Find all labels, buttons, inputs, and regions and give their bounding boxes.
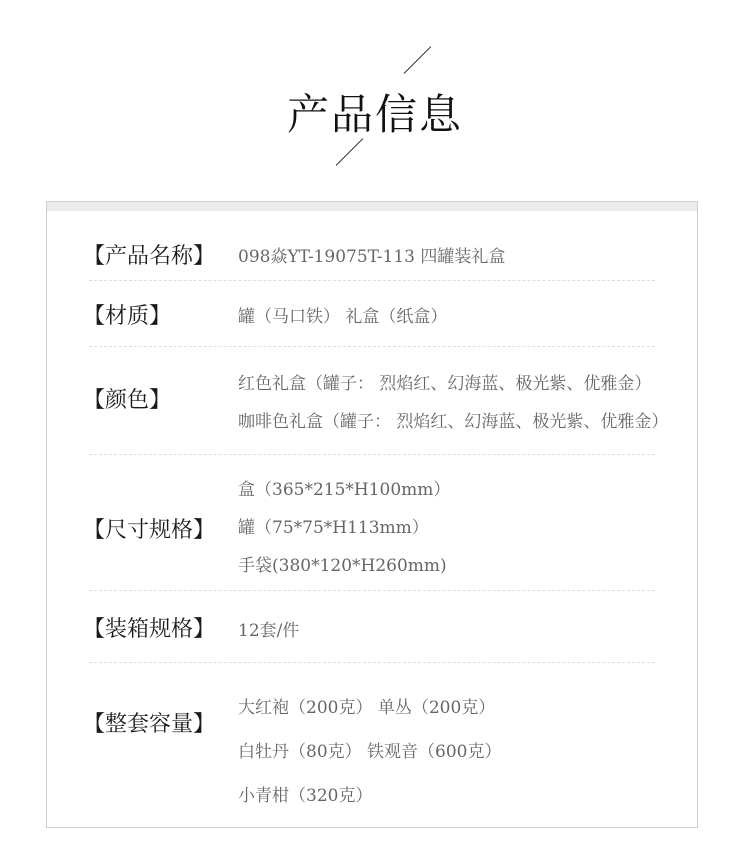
- info-row-dimensions: [83, 455, 655, 591]
- decorative-slash-top: [404, 46, 432, 74]
- decorative-slash-bottom: [336, 138, 364, 166]
- section-title: 产品信息: [286, 90, 463, 139]
- section-header: [0, 0, 750, 200]
- value-line: 咖啡色礼盒（罐子： 烈焰红、幻海蓝、极光紫、优雅金）: [238, 412, 669, 432]
- value-line: 罐（75*75*H113mm）: [238, 518, 429, 538]
- value-line: 小青柑（320克）: [238, 786, 373, 806]
- value-line: 098焱YT-19075T-113 四罐装礼盒: [238, 247, 506, 267]
- info-row-product-name: [83, 211, 655, 281]
- product-info-card: [46, 201, 698, 828]
- row-label: 【整套容量】: [83, 712, 216, 737]
- value-line: 手袋(380*120*H260mm): [238, 556, 447, 576]
- row-label: 【颜色】: [83, 388, 172, 413]
- row-label: 【材质】: [83, 304, 172, 329]
- value-line: 大红袍（200克） 单丛（200克）: [238, 698, 496, 718]
- row-label: 【产品名称】: [83, 244, 216, 269]
- value-line: 盒（365*215*H100mm）: [238, 480, 451, 500]
- value-line: 12套/件: [238, 621, 300, 641]
- row-label: 【尺寸规格】: [83, 518, 216, 543]
- row-label: 【装箱规格】: [83, 617, 216, 642]
- info-row-color: [83, 347, 669, 455]
- card-top-bar: [47, 202, 697, 211]
- info-row-capacity: [83, 663, 655, 813]
- value-line: 白牡丹（80克） 铁观音（600克）: [238, 742, 502, 762]
- info-row-material: [83, 281, 655, 347]
- info-row-packing: [83, 591, 655, 663]
- value-line: 红色礼盒（罐子： 烈焰红、幻海蓝、极光紫、优雅金）: [238, 374, 652, 394]
- value-line: 罐（马口铁） 礼盒（纸盒）: [238, 307, 448, 327]
